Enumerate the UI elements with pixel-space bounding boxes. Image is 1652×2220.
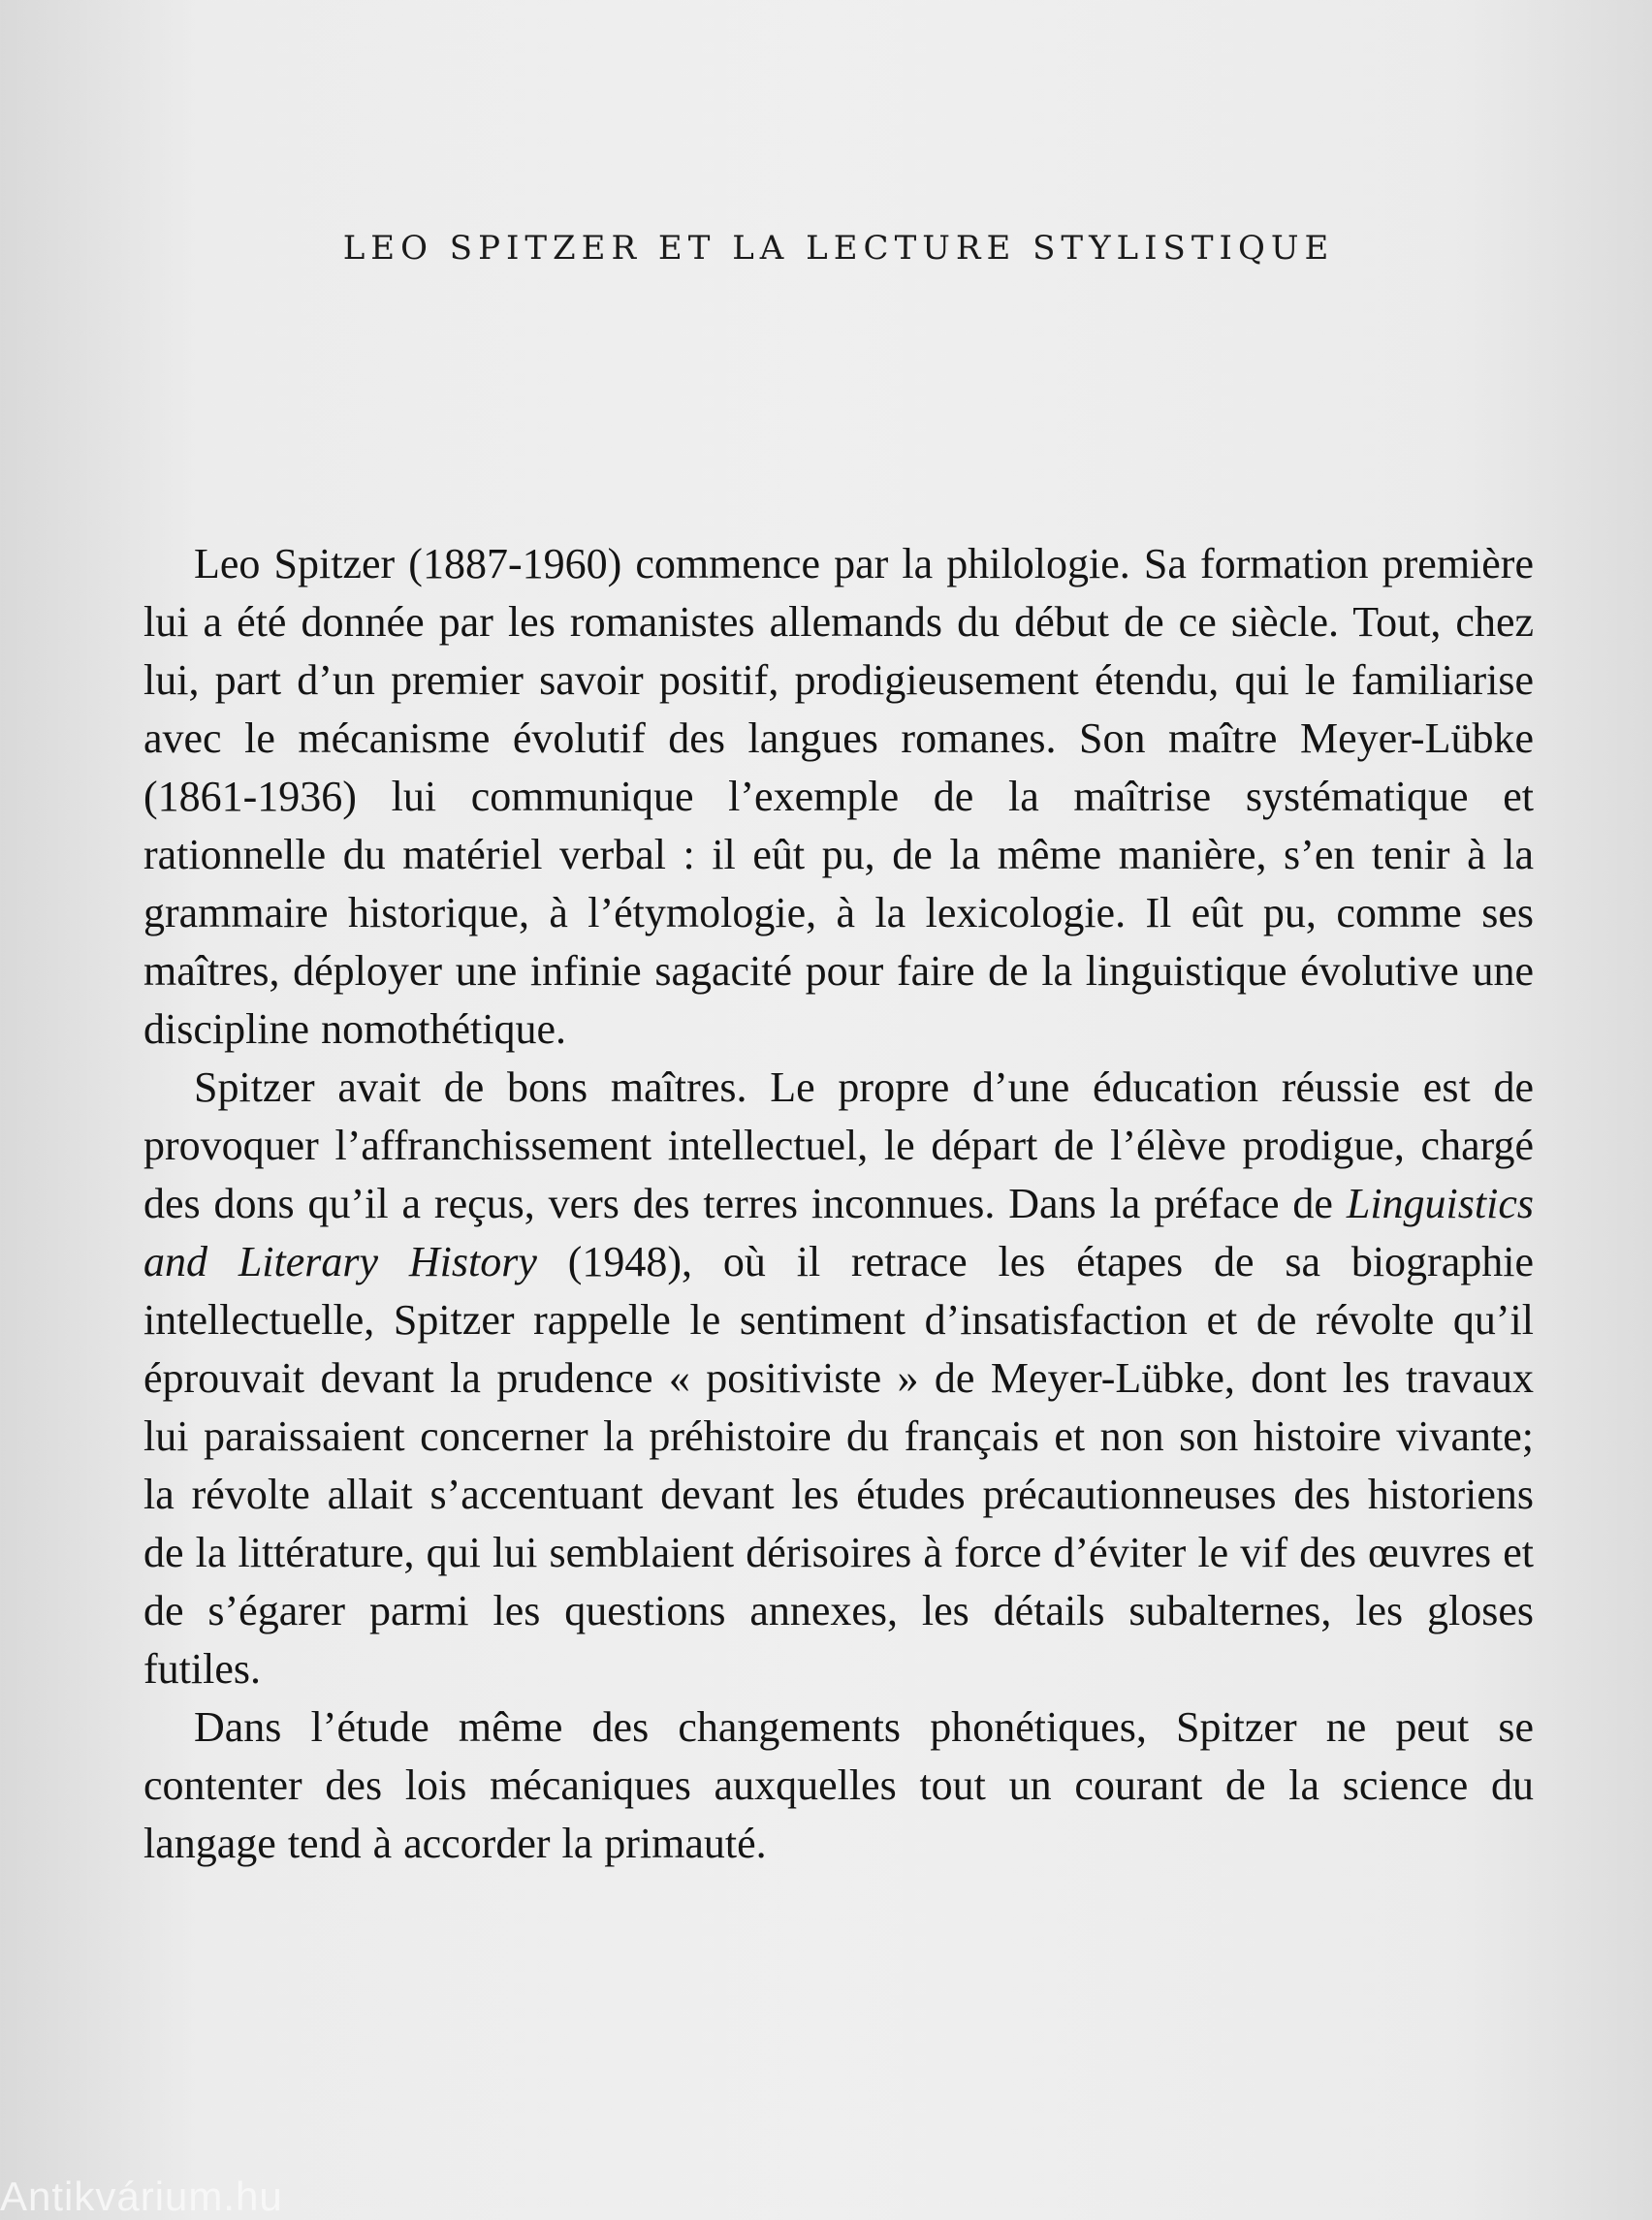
watermark: Antikvárium.hu [0,2173,283,2219]
paragraph-2-text-a: Spitzer avait de bons maîtres. Le propre d’une éducation réussie est de provoquer l’affranchissement intellectuel, le départ de l’élève prodigue, chargé des dons qu’il a reçus, vers des terres inconnues. Dans la préface de [143,1063,1534,1227]
paragraph-1: Leo Spitzer (1887-1960) commence par la philologie. Sa formation première lui a été donnée par les romanistes allemands du début de ce siècle. Tout, chez lui, part d’un premier savoir positif, prodigieusement étendu, qui le familiarise avec le mécanisme évolutif des langues romanes. Son maître Meyer-Lübke (1861-1936) lui communique l’exemple de la maîtrise systématique et rationnelle du matériel verbal : il eût pu, de la même manière, s’en tenir à la grammaire historique, à l’étymologie, à la lexicologie. Il eût pu, comme ses maîtres, déployer une infinie sagacité pour faire de la linguistique évolutive une discipline nomothétique. [143,540,1534,1053]
paragraph-2 [143,1059,1534,1698]
body-text [143,535,1534,1873]
paragraph-2-text-b: (1948), où il retrace les étapes de sa biographie intellectuelle, Spitzer rappelle le sentiment d’insatisfaction et de révolte qu’il éprouvait devant la prudence « positiviste » de Meyer-Lübke, dont les travaux lui paraissaient concerner la préhistoire du français et non son histoire vivante; la révolte allait s’accentuant devant les études précautionneuses des historiens de la littérature, qui lui semblaient dérisoires à force d’éviter le vif des œuvres et de s’égarer parmi les questions annexes, les détails subalternes, les gloses futiles. [143,1238,1534,1693]
paragraph-3: Dans l’étude même des changements phonétiques, Spitzer ne peut se contenter des lois mécaniques auxquelles tout un courant de la science du langage tend à accorder la primauté. [143,1703,1534,1867]
book-page [143,0,1534,2203]
book-title-italic: Linguistics and Literary History [143,1180,1534,1285]
running-head: LEO SPITZER ET LA LECTURE STYLISTIQUE [342,229,1335,268]
